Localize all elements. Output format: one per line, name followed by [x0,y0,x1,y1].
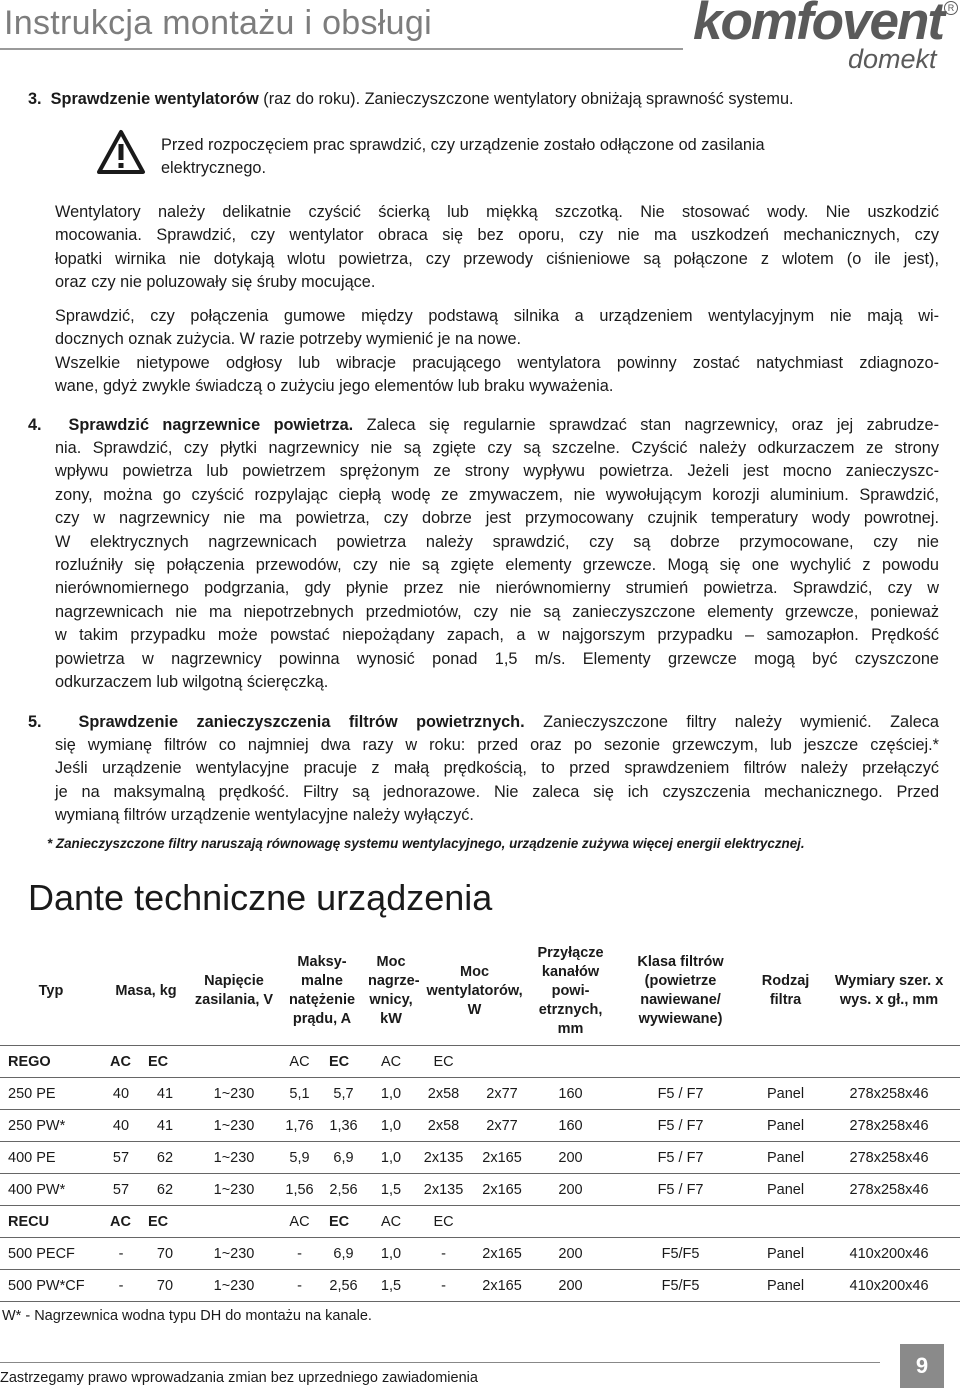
brand-logo-sub: domekt [848,44,937,74]
table-row: 250 PE 40 41 1~230 5,1 5,7 1,0 2x58 2x77 160 F5 / F7 Panel 278x258x46 [0,1078,960,1110]
warning-text: Przed rozpoczęciem prac sprawdzić, czy urządzenie zostało odłączone od zasilania elektrycznego. [161,136,765,178]
header-current: Maksy-malne natężenie prądu, A [278,937,366,1046]
header-filter-type: Rodzaj filtra [753,937,818,1046]
section-4: 4. Sprawdzić nagrzewnice powietrza. Zaleca się regularnie sprawdzać stan nagrzewnicy, oraz jej zabrudze- [28,416,939,434]
tech-data-heading: Dante techniczne urządzenia [28,877,493,918]
tech-data-table [0,937,960,1302]
header-duct: Przyłącze kanałów powi-etrznych, mm [533,937,608,1046]
header-fan-power: Moc wentylatorów, W [416,937,533,1046]
group-row-rego: REGO AC EC AC EC AC EC [0,1046,960,1078]
header-type: Typ [0,937,102,1046]
header-filter-class: Klasa filtrów (powietrze nawiewane/ wywiewane) [608,937,753,1046]
header-dimensions: Wymiary szer. x wys. x gł., mm [818,937,960,1046]
warning-icon [96,129,146,175]
header-heater-power: Moc nagrze-wnicy, kW [366,937,416,1046]
section-4-body: nia. Sprawdzić, czy płytki nagrzewnicy nie są zgięte czy są szczelne. Czyścić należy odkurzaczem ze strony wpływu powietrza lub powietrzem sprężonym ze strony wypływu powietrza. Jeżeli jest mocno zanieczyszc- zony, można go czyścić rozpylając ciepłą wodę ze zmywaczem, nie wywołującym korozji aluminium. Sprawdzić, czy w nagrzewnicy nie ma powietrza, czy dobrze jest przymocowany czujnik temperatury wody powrotnej. W elektrycznych nagrzewnicach powietrza należy sprawdzić, czy są dobrze przymocowane, czy nie rozluźniły się połączenia przewodów, czy nie są zgięte elementy grzewcze. Mogą się one wychylić z powodu nierównomiernego podgrzania, gdy płynie przez nie nierównomierny strumień powietrza. Sprawdzić, czy w nagrzewnicach nie ma niepotrzebnych przedmiotów, czy nie są zanieczyszczone elementy grzewcze, ponieważ w takim przypadku może powstać niepożądany zapach, a w najgorszym przypadku – samozapłon. Prędkość powietrza w nagrzewnicy powinna wynosić ponad 1,5 m/s. Elementy grzewcze mogą być czyszczone odkurzaczem lub wilgotną ścieręczką. [55,439,939,692]
section-5-body: się wymianę filtrów co najmniej dwa razy w roku: przed oraz po sezonie grzewczym, lub jeszcze częściej.* Jeśli urządzenie wentylacyjne pracuje z małą prędkością, to przed sprawdzeniem filtrów należy przełączyć je na maksymalną prędkość. Filtry są jednorazowe. Nie zaleca się ich czyszczenia mechanicznego. Przed wymianą filtrów urządzenie wentylacyjne należy wyłączyć. [55,736,939,825]
table-row: 500 PW*CF - 70 1~230 - 2,56 1,5 - 2x165 200 F5/F5 Panel 410x200x46 [0,1270,960,1302]
footer-rule [0,1362,880,1363]
registered-mark: R [944,1,958,15]
section-5: 5. Sprawdzenie zanieczyszczenia filtrów powietrznych. Zanieczyszczone filtry należy wymienić. Zaleca [28,713,939,731]
footer-text: Zastrzegamy prawo wprowadzania zmian bez uprzedniego zawiadomienia [0,1370,478,1386]
header-mass: Masa, kg [102,937,190,1046]
page-number: 9 [900,1344,944,1388]
table-header-row [0,937,960,1046]
filters-footnote: * Zanieczyszczone filtry naruszają równowagę systemu wentylacyjnego, urządzenie zużywa więcej energii elektrycznej. [47,836,805,851]
table-row: 400 PE 57 62 1~230 5,9 6,9 1,0 2x135 2x165 200 F5 / F7 Panel 278x258x46 [0,1142,960,1174]
table-row: 500 PECF - 70 1~230 - 6,9 1,0 - 2x165 200 F5/F5 Panel 410x200x46 [0,1238,960,1270]
table-row: 400 PW* 57 62 1~230 1,56 2,56 1,5 2x135 2x165 200 F5 / F7 Panel 278x258x46 [0,1174,960,1206]
table-footnote: W* - Nagrzewnica wodna typu DH do montażu na kanale. [2,1308,372,1324]
page-header-title: Instrukcja montażu i obsługi [4,4,432,42]
header-rule [0,48,683,50]
section-3-title: 3. Sprawdzenie wentylatorów (raz do roku). Zanieczyszczone wentylatory obniżają sprawność systemu. [28,90,794,108]
group-row-recu: RECU AC EC AC EC AC EC [0,1206,960,1238]
table-row: 250 PW* 40 41 1~230 1,76 1,36 1,0 2x58 2x77 160 F5 / F7 Panel 278x258x46 [0,1110,960,1142]
brand-logo: komfovent [693,0,943,51]
section-3-paragraph-1: Wentylatory należy delikatnie czyścić ścierką lub miękką szczotką. Nie stosować wody. Nie uszkodzić mocowania. Sprawdzić, czy wentylator obraca się bez oporu, czy nie ma uszkodzeń mechanicznych, czy łopatki wirnika nie dotykają wlotu powietrza, czy przewody ciśnieniowe są połączone z wlotem (o ile jest), oraz czy nie poluzowały się śruby mocujące. [55,203,939,292]
header-voltage: Napięcie zasilania, V [190,937,278,1046]
section-3-paragraph-2: Sprawdzić, czy połączenia gumowe między podstawą silnika a urządzeniem wentylacyjnym nie mają wi- docznych oznak zużycia. W razie potrzeby wymienić je na nowe. Wszelkie nietypowe odgłosy lub wibracje pracującego wentylatora powinny zostać natychmiast zdiagnozo- wane, gdyż zwykle świadczą o zużyciu jego elementów lub braku wyważenia. [55,307,939,396]
